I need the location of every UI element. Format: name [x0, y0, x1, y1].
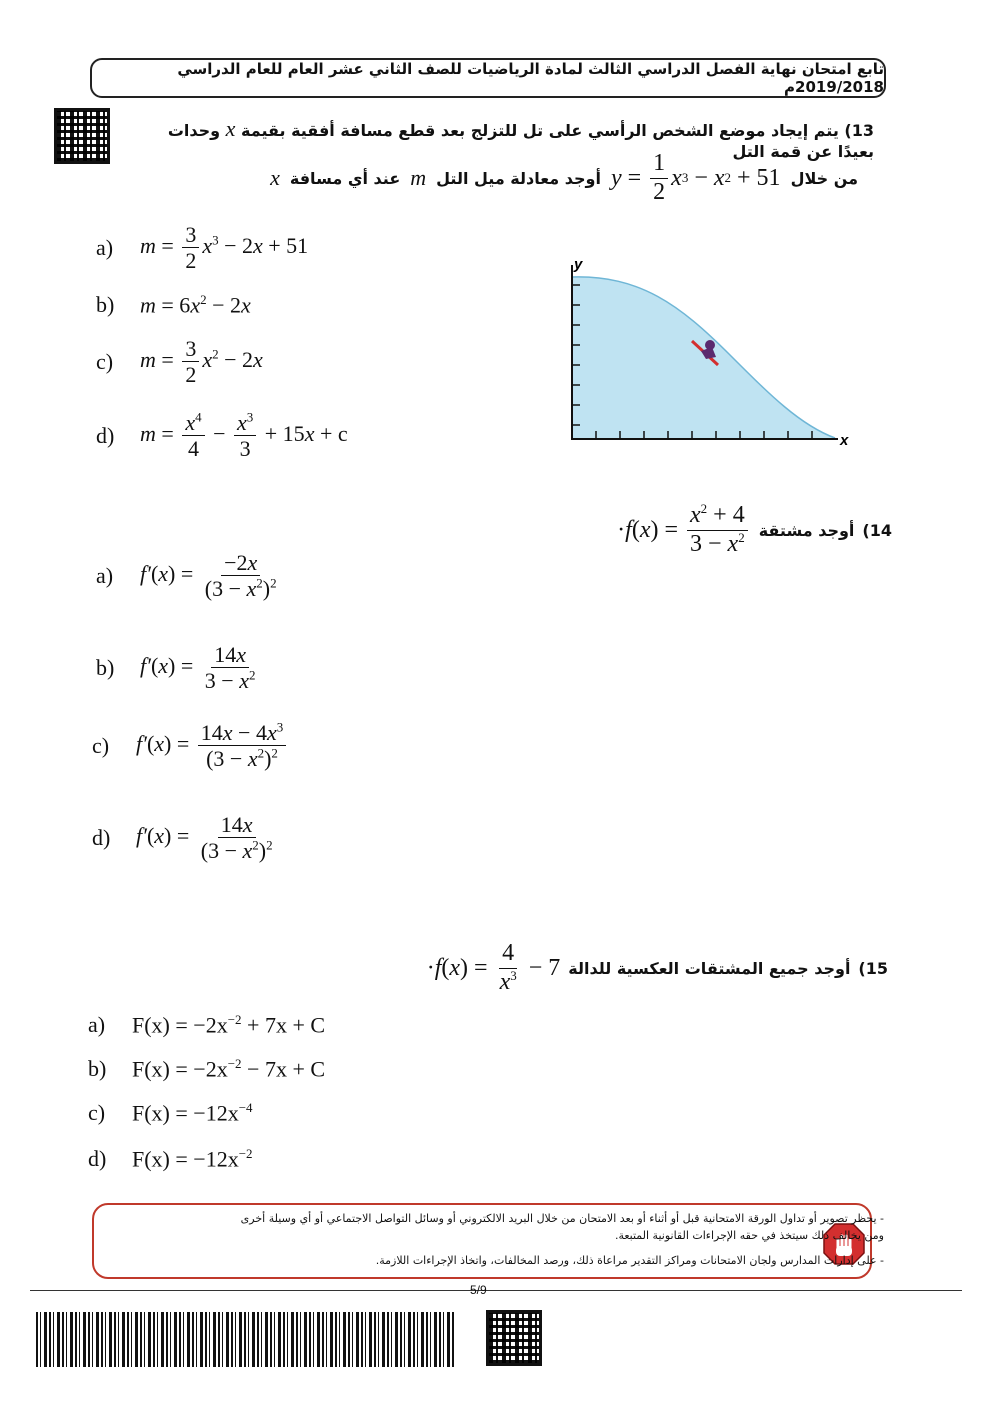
footer-divider [30, 1290, 962, 1291]
q15-option-d[interactable]: d) $F(x) = -12x^{-2}$ [88, 1146, 253, 1172]
q13-text-1b: وحدات بعيدًا عن قمة التل [167, 121, 874, 161]
hill-area [572, 277, 835, 438]
page-number: 5/9 [470, 1283, 487, 1297]
q13-text-1: يتم إيجاد موضع الشخص الرأسي على تل للتزلج بعد قطع مسافة أفقية بقيمة [241, 121, 839, 140]
q15-option-c[interactable]: c) $F(x) = -12x^{-4}$ [88, 1100, 253, 1126]
q13-var-x: x [225, 116, 236, 141]
q14-number: 14) [862, 520, 892, 540]
q14-option-c[interactable]: c) f′(x) = $\frac{14x - 4x^3}{(3 - x^2)^2}$ [92, 720, 289, 772]
warning-line-1: - يحظر تصوير أو تداول الورقة الامتحانية قبل أو أثناء أو بعد الامتحان من خلال البريد الالكتروني أو وسائل التواصل الاجتماعي أو أي وسيلة أخرى [240, 1212, 884, 1225]
exam-header [90, 58, 886, 98]
q14-question [617, 502, 892, 558]
q15-number: 15) [858, 958, 888, 978]
warning-line-2: ومن يخالف ذلك سيتخذ في حقه الإجراءات القانونية المتبعة. [614, 1229, 884, 1242]
q13-number: 13) [844, 121, 874, 140]
q13-var-m: m [410, 165, 427, 191]
q15-question [427, 940, 888, 996]
q14-function: · f ( x ) = $\frac{x^2 + 4}{3 - x^2}$ [617, 502, 751, 558]
q13-option-b[interactable]: b) $m = 6x^2 - 2x$ [96, 292, 251, 318]
q15-function: · f ( x ) = $\frac{4}{x^3}$ − 7 [426, 940, 561, 995]
q14-option-a[interactable]: a) f′(x) = $\frac{-2x}{(3 - x^2)^2}$ [96, 550, 277, 602]
q13-text-2-start: من خلال [790, 168, 858, 188]
q13-line2 [158, 150, 858, 206]
q14-option-d[interactable]: d) f′(x) = $\frac{14x}{(3 - x^2)^2}$ [92, 812, 273, 864]
q15-option-b[interactable]: b) $F(x) = -2x^{-2} - 7x + C$ [88, 1056, 326, 1082]
ski-hill-graph [560, 255, 860, 455]
q15-option-a[interactable]: a) $F(x) = -2x^{-2} + 7x + C$ [88, 1012, 326, 1038]
barcode [36, 1312, 456, 1367]
warning-line-3: - على إدارات المدارس ولجان الامتحانات ومراكز التقدير مراعاة ذلك، ورصد المخالفات، واتخاذ الإجراءات اللازمة. [375, 1254, 884, 1267]
q13-option-a[interactable]: a) m = $\frac{3}{2}$ $x^3 - 2x + 51$ [96, 222, 309, 274]
q13-option-c[interactable]: c) m = $\frac{3}{2}$ $x^2 - 2x$ [96, 336, 263, 388]
header-title: تابع امتحان نهاية الفصل الدراسي الثالث لمادة الرياضيات للصف الثاني عشر العام للعام الدراسي 2019/2018م [177, 60, 884, 96]
q13-text-2-mid: أوجد معادلة ميل التل [436, 168, 601, 188]
q14-option-b[interactable]: b) f′(x) = $\frac{14x}{3 - x^2}$ [96, 642, 256, 694]
qr-code-top [54, 108, 110, 164]
q13-option-d[interactable]: d) m = $\frac{x^4}{4}$ − $\frac{x^3}{3}$ + 15x + c [96, 409, 348, 462]
q13-text-2-end: عند أي مسافة [289, 168, 401, 188]
x-axis-label: x [840, 432, 849, 449]
y-axis-label: y [574, 256, 583, 273]
q14-text: أوجد مشتقة [758, 520, 855, 540]
q15-text: أوجد جميع المشتقات العكسية للدالة [568, 958, 851, 978]
q13-function: y = $\frac{1}{2}$ x 3 − x 2 + 51 [610, 150, 781, 205]
qr-code-bottom [486, 1310, 542, 1366]
q13-var-x2: x [270, 165, 280, 191]
